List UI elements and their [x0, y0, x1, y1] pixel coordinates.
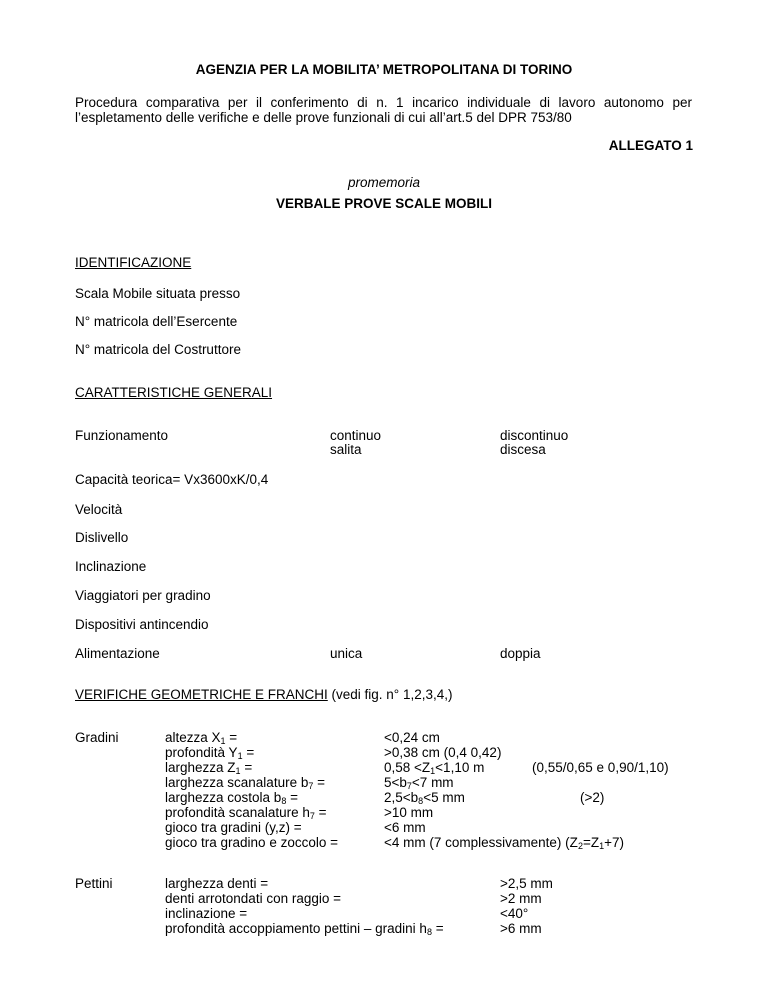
gradini-row-larghezza-note: (0,55/0,65 e 0,90/1,10) [532, 760, 669, 775]
inclinazione-label: Inclinazione [75, 559, 147, 574]
dislivello-label: Dislivello [75, 530, 129, 545]
pettini-row-accoppiamento-label: profondità accoppiamento pettini – gradini $h_8$ = [165, 921, 444, 937]
gradini-row-altezza-label: altezza $X_1$ = [165, 730, 238, 746]
gradini-row-gioco-gradini-label: gioco tra gradini (y,z) = [165, 820, 302, 835]
funzionamento-option-salita: salita [330, 442, 362, 457]
gradini-label: Gradini [75, 730, 119, 745]
gradini-row-costola-value: $2,5<b_8<5$ mm [384, 790, 465, 806]
gradini-row-profondita-value: >0,38 cm (0,4 0,42) [384, 745, 502, 760]
viaggiatori-label: Viaggiatori per gradino [75, 588, 211, 603]
funzionamento-option-discontinuo: discontinuo [500, 428, 569, 443]
gradini-row-profondita-label: profondità $Y_1$ = [165, 745, 255, 761]
verifiche-heading-note: (vedi fig. n° 1,2,3,4,) [327, 687, 453, 702]
pettini-row-accoppiamento-value: >6 mm [500, 921, 542, 936]
pettini-label: Pettini [75, 876, 113, 891]
pettini-row-larghezza-value: >2,5 mm [500, 876, 553, 891]
dispositivi-antincendio-label: Dispositivi antincendio [75, 617, 209, 632]
intro-line-2: l’espletamento delle verifiche e delle prove funzionali di cui all’art.5 del DPR 753/80 [75, 110, 572, 125]
alimentazione-option-doppia: doppia [500, 646, 541, 661]
velocita-label: Velocità [75, 502, 123, 517]
gradini-row-gioco-zoccolo-value: <4 mm (7 complessivamente) $(Z_2=Z_1+7)$ [384, 835, 624, 851]
funzionamento-label: Funzionamento [75, 428, 169, 443]
gradini-row-prof-scanalature-label: profondità scanalature $h_7$ = [165, 805, 327, 821]
pettini-row-raggio-label: denti arrotondati con raggio = [165, 891, 341, 906]
gradini-row-prof-scanalature-value: >10 mm [384, 805, 434, 820]
caratteristiche-heading: CARATTERISTICHE GENERALI [75, 385, 273, 400]
pettini-row-raggio-value: >2 mm [500, 891, 542, 906]
pettini-row-inclinazione-label: inclinazione = [165, 906, 248, 921]
funzionamento-option-continuo: continuo [330, 428, 382, 443]
id-item-manufacturer-number: N° matricola del Costruttore [75, 342, 241, 357]
identificazione-heading: IDENTIFICAZIONE [75, 255, 192, 270]
gradini-row-scanalature-value: $5<b_7<7$ mm [384, 775, 454, 791]
subtitle: promemoria [347, 175, 421, 190]
annex-label: ALLEGATO 1 [608, 138, 693, 153]
gradini-row-altezza-value: <0,24 cm [384, 730, 440, 745]
alimentazione-label: Alimentazione [75, 646, 160, 661]
gradini-row-larghezza-label: larghezza $Z_1$ = [165, 760, 253, 776]
gradini-row-gioco-gradini-value: <6 mm [384, 820, 426, 835]
verifiche-heading-line [75, 687, 453, 702]
gradini-row-larghezza-value: $0,58 <Z_1<1,10$ m [384, 760, 485, 776]
id-item-operator-number: N° matricola dell’Esercente [75, 314, 238, 329]
intro-paragraph [75, 95, 692, 125]
pettini-row-larghezza-label: larghezza denti = [165, 876, 269, 891]
capacita-teorica: Capacità teorica= Vx3600xK/0,4 [75, 472, 269, 487]
gradini-row-scanalature-label: larghezza scanalature $b_7$ = [165, 775, 325, 791]
gradini-row-costola-note: (>2) [580, 790, 605, 805]
intro-line-1: Procedura comparativa per il conferimento di n. 1 incarico individuale di lavoro autonomo per [75, 95, 692, 110]
funzionamento-option-discesa: discesa [500, 442, 546, 457]
gradini-row-costola-label: larghezza costola $b_8$ = [165, 790, 298, 806]
pettini-row-inclinazione-value: <40° [500, 906, 529, 921]
verifiche-heading: VERIFICHE GEOMETRICHE E FRANCHI [75, 687, 328, 702]
id-item-location: Scala Mobile situata presso [75, 286, 241, 301]
document-title: VERBALE PROVE SCALE MOBILI [275, 196, 493, 211]
gradini-row-gioco-zoccolo-label: gioco tra gradino e zoccolo = [165, 835, 338, 850]
agency-title: AGENZIA PER LA MOBILITA’ METROPOLITANA DI TORINO [195, 62, 573, 77]
alimentazione-option-unica: unica [330, 646, 363, 661]
